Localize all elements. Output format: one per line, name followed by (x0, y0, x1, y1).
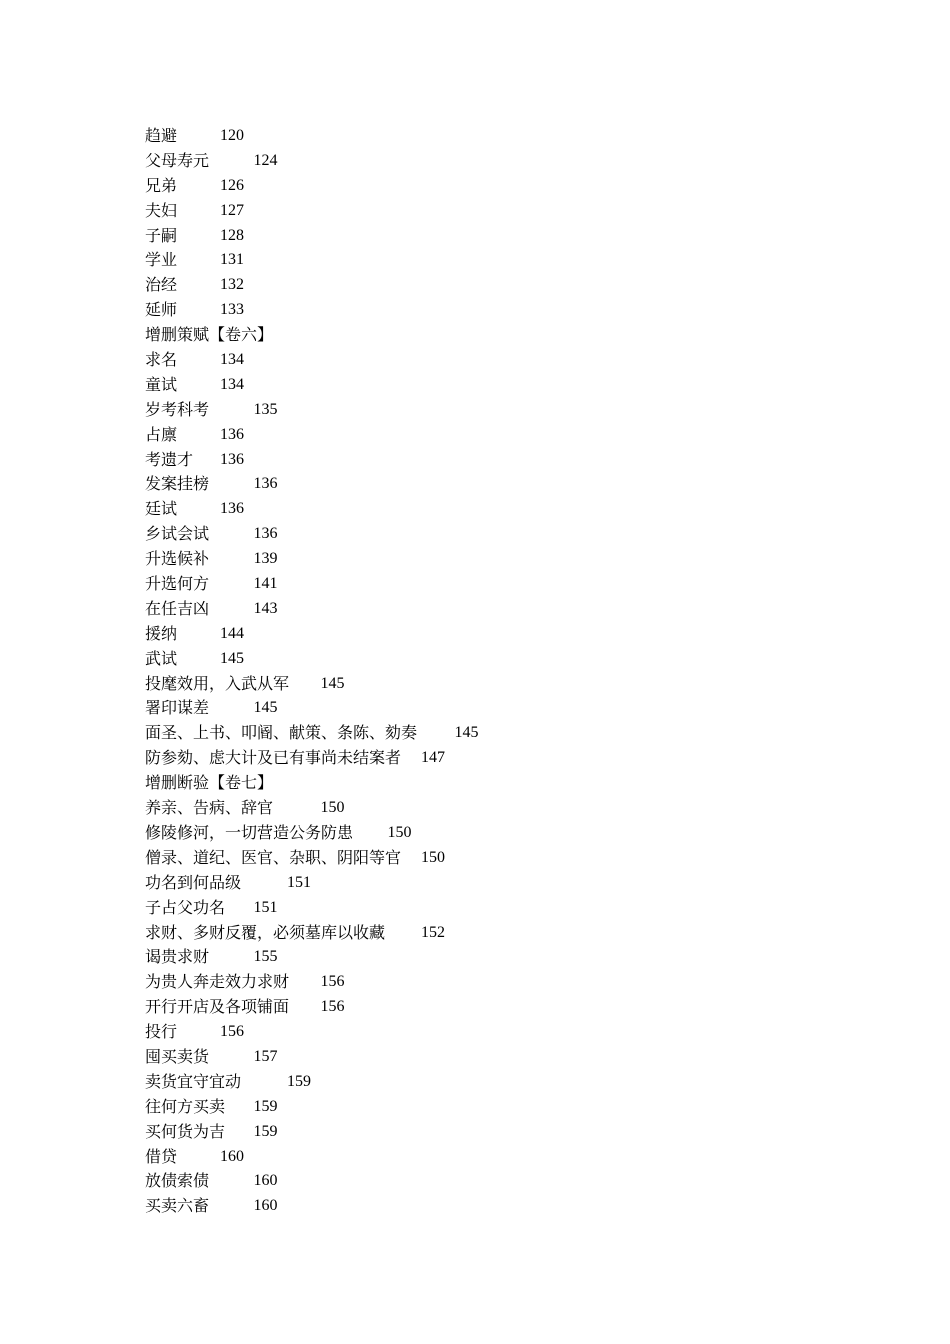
toc-entry-page: 144 (220, 624, 244, 642)
toc-entry-title: 开行开店及各项铺面 (145, 997, 290, 1017)
toc-entry (145, 597, 905, 622)
toc-entry (145, 696, 905, 721)
toc-entry-title: 投麾效用，入武从军 (145, 673, 290, 693)
toc-entry-page: 160 (253, 1172, 278, 1190)
toc-entry (145, 796, 905, 821)
toc-entry (145, 547, 905, 572)
toc-entry-title: 买何货为吉 (145, 1121, 226, 1141)
toc-entry (145, 1120, 905, 1145)
toc-entry-title: 投行 (145, 1022, 178, 1042)
toc-entry (145, 921, 905, 946)
toc-entry (145, 672, 905, 697)
toc-entry-page: 145 (320, 674, 345, 692)
toc-entry-page: 128 (220, 226, 244, 244)
toc-entry-title: 修陵修河，一切营造公务防患 (145, 822, 354, 842)
toc-entry-page: 145 (220, 649, 244, 667)
toc-entry (145, 199, 905, 224)
toc-entry (145, 1045, 905, 1070)
toc-entry-title: 增删策赋【卷六】 (145, 325, 274, 345)
toc-entry-page: 151 (287, 873, 311, 891)
toc-entry-title: 放债索债 (145, 1171, 210, 1191)
toc-entry-page: 159 (253, 1097, 278, 1115)
toc-entry-page: 127 (220, 201, 244, 219)
toc-entry-title: 署印谋差 (145, 698, 210, 718)
toc-entry (145, 1169, 905, 1194)
toc-entry-page: 150 (387, 823, 412, 841)
toc-entry-title: 父母寿元 (145, 150, 210, 170)
toc-entry-title: 囤买卖货 (145, 1046, 210, 1066)
toc-entry-page: 159 (253, 1122, 278, 1140)
toc-entry (145, 995, 905, 1020)
toc-entry-page: 145 (253, 699, 278, 717)
toc-entry (145, 846, 905, 871)
toc-entry-page: 136 (253, 525, 278, 543)
toc-entry-page: 136 (220, 500, 244, 518)
toc-entry-title: 面圣、上书、叩阍、献策、条陈、劾奏 (145, 723, 418, 743)
toc-entry (145, 497, 905, 522)
toc-entry-page: 151 (253, 898, 278, 916)
toc-entry (145, 945, 905, 970)
toc-entry-title: 借贷 (145, 1146, 178, 1166)
toc-entry-title: 谒贵求财 (145, 947, 210, 967)
toc-entry-page: 136 (220, 450, 244, 468)
toc-entry-page: 156 (320, 973, 345, 991)
toc-entry-title: 升选候补 (145, 549, 210, 569)
toc-entry (145, 1070, 905, 1095)
toc-entry-title: 延师 (145, 300, 178, 320)
toc-entry (145, 1020, 905, 1045)
toc-entry-title: 在任吉凶 (145, 598, 210, 618)
toc-entry (145, 1194, 905, 1219)
toc-entry (145, 871, 905, 896)
toc-entry-page: 152 (421, 923, 445, 941)
toc-entry-title: 子嗣 (145, 225, 178, 245)
toc-entry-title: 升选何方 (145, 574, 210, 594)
toc-entry (145, 348, 905, 373)
toc-entry (145, 398, 905, 423)
toc-entry-page: 159 (287, 1072, 311, 1090)
toc-entry-page: 156 (220, 1023, 244, 1041)
table-of-contents (145, 124, 905, 1219)
toc-entry-title: 童试 (145, 374, 178, 394)
toc-entry-title: 学业 (145, 250, 178, 270)
toc-entry-title: 卖货宜守宜动 (145, 1071, 242, 1091)
toc-entry (145, 970, 905, 995)
toc-entry-title: 功名到何品级 (145, 872, 242, 892)
toc-entry-page: 133 (220, 301, 244, 319)
toc-entry-page: 145 (454, 724, 479, 742)
toc-entry-page: 131 (220, 251, 244, 269)
toc-entry (145, 298, 905, 323)
toc-entry-title: 子占父功名 (145, 897, 226, 917)
toc-entry-title: 廷试 (145, 499, 178, 519)
toc-entry (145, 721, 905, 746)
toc-entry-title: 养亲、告病、辞官 (145, 798, 274, 818)
toc-entry (145, 522, 905, 547)
toc-entry (145, 1095, 905, 1120)
toc-entry (145, 622, 905, 647)
toc-entry (145, 572, 905, 597)
toc-entry (145, 224, 905, 249)
toc-entry (145, 174, 905, 199)
toc-entry-page: 150 (421, 848, 445, 866)
toc-entry-page: 147 (421, 749, 445, 767)
toc-entry (145, 273, 905, 298)
toc-entry-page: 150 (320, 799, 345, 817)
toc-entry (145, 373, 905, 398)
toc-entry-page: 126 (220, 176, 244, 194)
toc-entry-page: 141 (253, 575, 278, 593)
toc-entry (145, 647, 905, 672)
toc-entry-page: 120 (220, 127, 244, 144)
toc-entry (145, 248, 905, 273)
toc-entry-title: 防参劾、虑大计及已有事尚未结案者 (145, 748, 402, 768)
toc-entry-title: 岁考科考 (145, 399, 210, 419)
toc-entry-title: 发案挂榜 (145, 474, 210, 494)
toc-entry-page: 155 (253, 948, 278, 966)
toc-entry-title: 援纳 (145, 623, 178, 643)
toc-entry-title: 治经 (145, 275, 178, 295)
toc-entry-page: 157 (253, 1047, 278, 1065)
toc-entry-page: 160 (220, 1147, 244, 1165)
toc-entry-page: 132 (220, 276, 244, 294)
toc-entry-page: 134 (220, 351, 244, 369)
toc-entry (145, 771, 905, 796)
toc-entry-title: 考遗才 (145, 449, 194, 469)
toc-entry-title: 为贵人奔走效力求财 (145, 972, 290, 992)
toc-entry-title: 往何方买卖 (145, 1096, 226, 1116)
toc-entry-title: 武试 (145, 648, 178, 668)
toc-entry (145, 124, 905, 149)
toc-entry (145, 323, 905, 348)
toc-entry-page: 135 (253, 400, 278, 418)
toc-entry-title: 僧录、道纪、医官、杂职、阴阳等官 (145, 847, 402, 867)
toc-entry-page: 156 (320, 998, 345, 1016)
toc-entry-page: 136 (220, 425, 244, 443)
toc-entry (145, 1145, 905, 1170)
toc-entry (145, 746, 905, 771)
toc-entry-title: 求财、多财反覆，必须墓库以收藏 (145, 922, 386, 942)
toc-entry (145, 423, 905, 448)
toc-entry-page: 139 (253, 550, 278, 568)
toc-entry-title: 夫妇 (145, 200, 178, 220)
toc-entry-title: 兄弟 (145, 175, 178, 195)
toc-entry-page: 136 (253, 475, 278, 493)
toc-entry-page: 124 (253, 151, 278, 169)
toc-entry (145, 149, 905, 174)
toc-entry (145, 896, 905, 921)
toc-entry-title: 求名 (145, 350, 178, 370)
toc-entry-title: 趋避 (145, 126, 178, 145)
toc-entry-page: 160 (253, 1197, 278, 1215)
toc-entry-page: 134 (220, 375, 244, 393)
toc-entry-title: 增删断验【卷七】 (145, 773, 274, 793)
toc-entry (145, 821, 905, 846)
toc-entry-title: 买卖六畜 (145, 1196, 210, 1216)
toc-entry-title: 乡试会试 (145, 524, 210, 544)
toc-entry (145, 448, 905, 473)
toc-entry-page: 143 (253, 599, 278, 617)
toc-entry (145, 472, 905, 497)
toc-entry-title: 占廪 (145, 424, 178, 444)
